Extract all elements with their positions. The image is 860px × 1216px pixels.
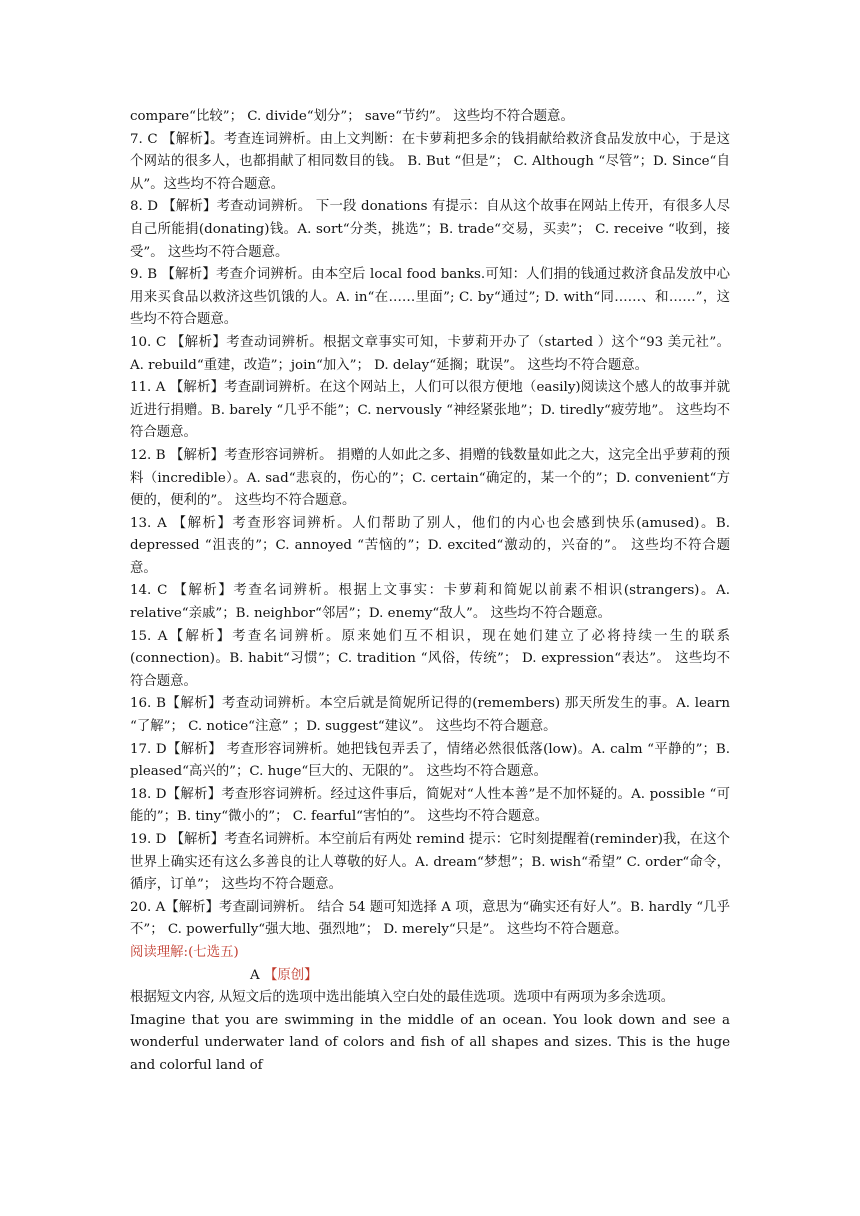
explanation-paragraph: 12. B 【解析】考查形容词辨析。 捐赠的人如此之多、捐赠的钱数量如此之大，这完全出乎萝莉的预料（incredible）。A. sad“悲哀的，伤心的”；C. certain“确定的，某一个的”；D. convenient“方便的，便利的”。 这些均不符合题意。 [130,447,730,509]
explanation-paragraph: 15. A【解析】考查名词辨析。原来她们互不相识，现在她们建立了必将持续一生的联系(connection)。B. habit“习惯”；C. tradition “风俗，传统”； D. expression“表达”。 这些均不符合题意。 [130,628,730,689]
explanation-paragraph: 20. A【解析】考查副词辨析。 结合 54 题可知选择 A 项，意思为“确实还有好人”。B. hardly “几乎不”； C. powerfully“强大地、强烈地”； D. merely“只是”。 这些均不符合题意。 [130,899,730,938]
explanation-paragraph: 17. D【解析】 考查形容词辨析。她把钱包弄丢了，情绪必然很低落(low)。A. calm “平静的”；B. pleased“高兴的”；C. huge“巨大的、无限的”。 这些均不符合题意。 [130,741,730,780]
explanation-paragraph: 8. D 【解析】考查动词辨析。 下一段 donations 有提示：自从这个故事在网站上传开，有很多人尽自己所能捐(donating)钱。A. sort“分类，挑选”；B. trade“交易，买卖”； C. receive “收到，接受”。 这些均不符合题意。 [130,199,730,260]
explanation-paragraph: 16. B【解析】考查动词辨析。本空后就是简妮所记得的(remembers) 那天所发生的事。A. learn “了解”； C. notice“注意” ；D. suggest“建议”。 这些均不符合题意。 [130,696,730,735]
explanation-paragraph: compare“比较”； C. divide“划分”； save“节约”。 这些均不符合题意。 [130,109,574,124]
explanation-paragraph: 11. A 【解析】考查副词辨析。在这个网站上，人们可以很方便地（easily)阅读这个感人的故事并就近进行捐赠。B. barely “几乎不能”；C. nervously “神经紧张地”；D. tiredly“疲劳地”。 这些均不符合题意。 [130,380,730,441]
explanation-paragraph: 9. B 【解析】考查介词辨析。由本空后 local food banks.可知：人们捐的钱通过救济食品发放中心用来买食品以救济这些饥饿的人。A. in“在……里面”; C. by“通过”; D. with“同……、和……”，这些均不符合题意。 [130,267,730,328]
explanation-paragraph: 7. C 【解析】。考查连词辨析。由上文判断：在卡萝莉把多余的钱捐献给救济食品发放中心，于是这个网站的很多人，也都捐献了相同数目的钱。 B. But “但是”； C. Although “尽管”；D. Since“自从”。这些均不符合题意。 [130,131,730,192]
passage-letter: A [250,967,260,983]
explanation-paragraph: 10. C 【解析】考查动词辨析。根据文章事实可知，卡萝莉开办了（started ）这个“93 美元社”。 A. rebuild“重建，改造”；join“加入”； D. delay“延搁；耽误”。 这些均不符合题意。 [130,334,730,373]
passage-subheading [130,965,730,988]
document-page [130,106,730,1078]
section-title: 阅读理解:(七选五) [130,944,239,960]
original-tag: 【原创】 [263,967,318,983]
explanation-paragraph: 18. D【解析】考查形容词辨析。经过这件事后，简妮对“人性本善”是不加怀疑的。A. possible “可能的”；B. tiny“微小的”； C. fearful“害怕的”。 这些均不符合题意。 [130,786,730,825]
passage-text: Imagine that you are swimming in the middle of an ocean. You look down and see a wonderful underwater land of colors and fish of all shapes and sizes. This is the huge and colorful land of [130,1012,730,1073]
answer-explanations [130,106,730,942]
explanation-paragraph: 13. A 【解析】考查形容词辨析。人们帮助了别人，他们的内心也会感到快乐(amused)。B. depressed “沮丧的”；C. annoyed “苦恼的”；D. excited“激动的，兴奋的”。 这些均不符合题意。 [130,515,730,576]
explanation-paragraph: 14. C 【解析】考查名词辨析。根据上文事实：卡萝莉和简妮以前素不相识(strangers)。A. relative“亲戚”；B. neighbor“邻居”；D. enemy“敌人”。 这些均不符合题意。 [130,583,730,622]
instructions: 根据短文内容, 从短文后的选项中选出能填入空白处的最佳选项。选项中有两项为多余选项。 [130,990,675,1006]
explanation-paragraph: 19. D 【解析】考查名词辨析。本空前后有两处 remind 提示：它时刻提醒着(reminder)我，在这个世界上确实还有这么多善良的让人尊敬的好人。A. dream“梦想”；B. wish“希望” C. order“命令，循序，订单”； 这些均不符合题意。 [130,832,730,893]
